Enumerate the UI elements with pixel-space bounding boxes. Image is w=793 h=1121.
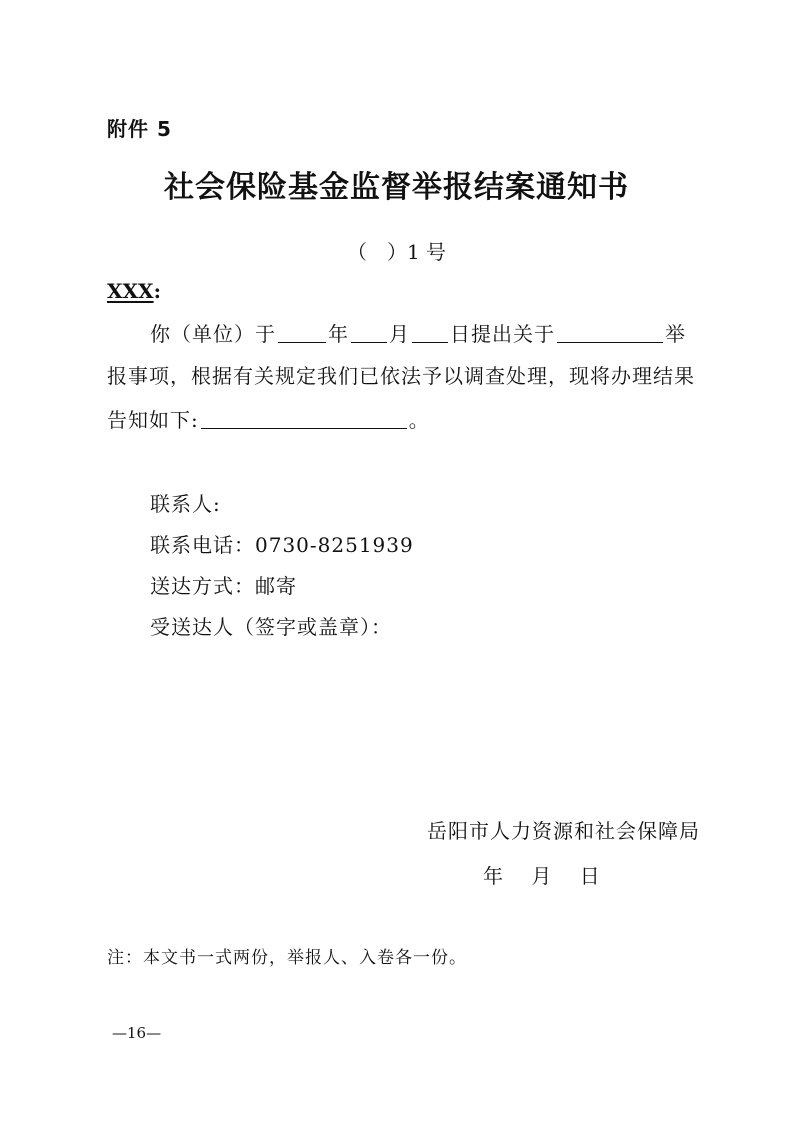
body-line-2: 报事项，根据有关规定我们已依法予以调查处理，现将办理结果 <box>107 364 695 388</box>
contact-person: 联系人: <box>150 492 221 516</box>
recipient-signature: 受送达人（签字或盖章）： <box>150 615 392 639</box>
recipient-name: XXX <box>107 279 154 303</box>
contact-phone: 联系电话：0730-8251939 <box>150 533 414 557</box>
result-blank <box>201 409 407 429</box>
body-line-3 <box>107 404 430 433</box>
footnote: 注：本文书一式两份，举报人、入卷各一份。 <box>107 948 467 968</box>
month-label: 月 <box>389 322 410 346</box>
issuing-authority: 岳阳市人力资源和社会保障局 <box>427 819 700 843</box>
recipient <box>107 279 161 303</box>
body-line-3-start: 告知如下: <box>107 408 199 432</box>
issue-date: 年 月 日 <box>483 864 600 888</box>
year-blank <box>278 323 326 343</box>
day-blank <box>412 323 448 343</box>
delivery-method: 送达方式：邮寄 <box>150 574 297 598</box>
day-label: 日提出关于 <box>450 322 555 346</box>
body-line-1-start: 你（单位）于 <box>150 322 276 346</box>
month-blank <box>351 323 387 343</box>
document-number: （ ）1 号 <box>346 240 447 264</box>
attachment-label: 附件 5 <box>107 117 172 141</box>
body-line-3-end: 。 <box>408 408 430 432</box>
year-label: 年 <box>328 322 349 346</box>
recipient-colon: : <box>153 279 161 303</box>
subject-blank <box>557 323 663 343</box>
body-line-1-end: 举 <box>665 322 686 346</box>
page-number: —16— <box>112 1024 162 1042</box>
document-title: 社会保险基金监督举报结案通知书 <box>164 170 629 205</box>
body-line-1 <box>150 318 686 347</box>
